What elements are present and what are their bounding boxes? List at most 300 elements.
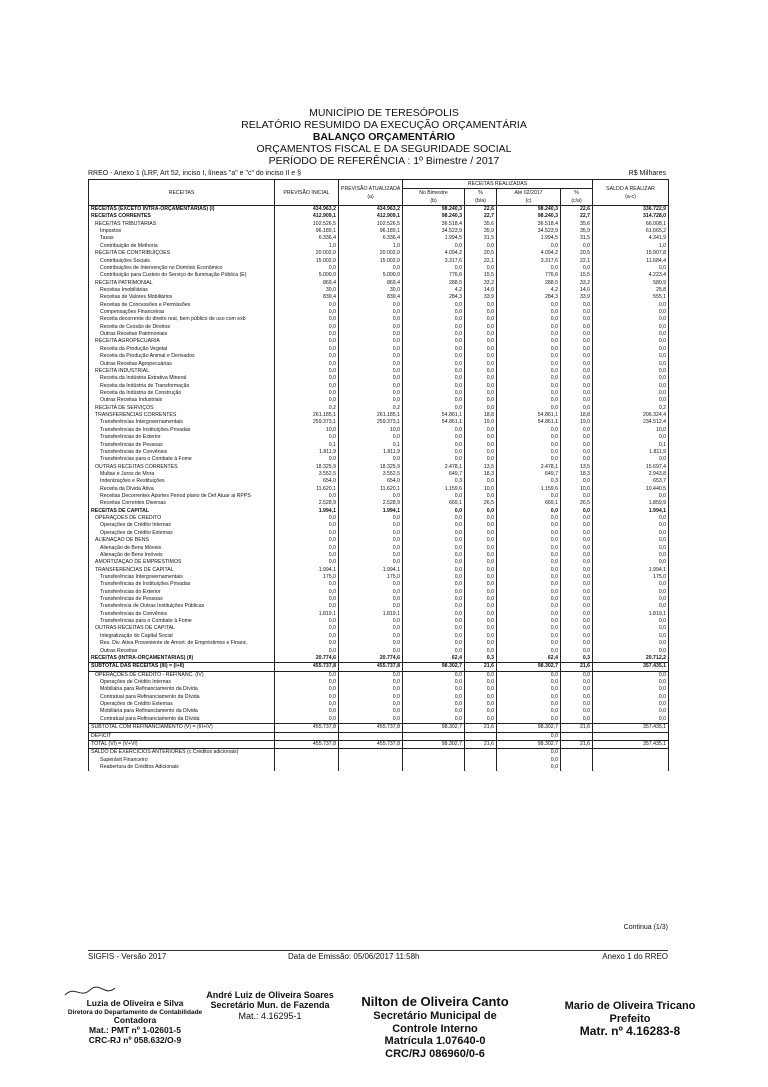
row-label: Outras Receitas [89, 648, 275, 655]
row-value: 10,0 [561, 486, 593, 493]
table-row [89, 375, 669, 382]
row-value: 0,0 [275, 581, 339, 588]
row-label: Contribuições Sociais [89, 258, 275, 265]
row-value: 0,0 [593, 596, 669, 603]
row-label: Receita de Cessão de Direitos [89, 324, 275, 331]
row-value: 0,0 [403, 716, 465, 724]
row-value: 0,1 [339, 442, 403, 449]
row-value: 0,0 [561, 405, 593, 412]
row-value: 98.240,3 [497, 213, 561, 220]
row-value: 0,0 [561, 243, 593, 250]
row-value: 0,0 [593, 559, 669, 566]
row-label: Transferências de Instituições Privadas [89, 427, 275, 434]
row-value: 0,0 [561, 537, 593, 544]
row-value: 455.737,8 [275, 663, 339, 671]
row-value: 4.341,9 [593, 235, 669, 242]
row-value: 2.943,8 [593, 471, 669, 478]
row-value: 0,0 [275, 530, 339, 537]
row-label: Contribuição para Custeio do Serviço de Iluminação Pública (E) [89, 272, 275, 279]
row-value: 11.620,1 [275, 486, 339, 493]
table-row [89, 522, 669, 529]
row-value: 61.665,2 [593, 228, 669, 235]
row-value: 0,0 [403, 625, 465, 632]
table-row [89, 749, 669, 757]
table-row [89, 508, 669, 515]
row-value: 0,0 [465, 552, 497, 559]
row-value: 0,0 [593, 316, 669, 323]
row-value: 98.240,3 [403, 213, 465, 220]
row-value: 1.994,1 [593, 567, 669, 574]
row-value: 0,0 [403, 686, 465, 693]
row-value [275, 749, 339, 757]
row-value: 0,0 [465, 361, 497, 368]
row-label: Superávit Financeiro [89, 757, 275, 764]
row-value: 455.737,8 [339, 663, 403, 671]
row-label: Transferências de Convênios [89, 449, 275, 456]
row-label: Operações de Crédito Externas [89, 530, 275, 537]
row-value [465, 757, 497, 764]
row-value: 0,0 [497, 243, 561, 250]
row-value [593, 764, 669, 771]
row-value: 30,0 [275, 287, 339, 294]
row-label: RECEITAS DE CAPITAL [89, 508, 275, 515]
row-value: 0,0 [465, 694, 497, 701]
row-label: OPERAÇÕES DE CRÉDITO [89, 515, 275, 522]
row-value: 0,0 [593, 633, 669, 640]
table-row [89, 316, 669, 323]
row-value: 0,0 [465, 302, 497, 309]
row-value: 0,0 [497, 522, 561, 529]
row-value: 0,0 [403, 508, 465, 515]
row-label: Mobiliária para Refinanciamento da Dívida [89, 708, 275, 715]
row-value: 0,0 [465, 679, 497, 686]
row-value: 0,0 [339, 701, 403, 708]
col-previsao-inicial: PREVISÃO INICIAL [275, 180, 339, 206]
row-value: 0,0 [593, 694, 669, 701]
row-value: 36.518,4 [497, 221, 561, 228]
row-value [275, 764, 339, 771]
row-value: 0,0 [497, 671, 561, 679]
row-value: 4.094,2 [497, 250, 561, 257]
row-value: 0,0 [497, 640, 561, 647]
row-value: 0,0 [497, 648, 561, 655]
table-row [89, 648, 669, 655]
row-label: Multas e Juros de Mora [89, 471, 275, 478]
signature-prefeito [530, 1000, 730, 1039]
row-value: 0,0 [275, 596, 339, 603]
row-value: 13,5 [561, 464, 593, 471]
row-value: 0,0 [403, 361, 465, 368]
row-value: 0,3 [497, 478, 561, 485]
row-value: 0,0 [339, 640, 403, 647]
row-value: 0,0 [561, 361, 593, 368]
table-row [89, 250, 669, 257]
row-label: Transferências para o Combate à Fome [89, 456, 275, 463]
unit-label: R$ Milhares [628, 170, 666, 177]
table-row [89, 596, 669, 603]
table-row [89, 679, 669, 686]
row-value: 0,0 [465, 515, 497, 522]
row-value: 1.994,1 [275, 567, 339, 574]
row-value: 14,0 [465, 287, 497, 294]
row-value: 649,7 [403, 471, 465, 478]
row-value: 0,0 [593, 552, 669, 559]
row-value: 0,0 [561, 522, 593, 529]
row-value: 653,7 [593, 478, 669, 485]
row-value: 0,0 [561, 390, 593, 397]
row-value [465, 764, 497, 771]
row-value: 0,1 [275, 442, 339, 449]
row-value: 0,0 [339, 397, 403, 404]
row-value: 0,0 [497, 346, 561, 353]
row-value: 0,0 [465, 716, 497, 724]
row-value: 2.528,9 [339, 500, 403, 507]
row-value: 0,0 [465, 567, 497, 574]
row-label: Receitas Decorrentes Aportes Period plano de Def Atuar ai RPPS [89, 493, 275, 500]
row-value: 22,1 [465, 258, 497, 265]
row-value: 0,0 [497, 633, 561, 640]
table-row [89, 221, 669, 228]
signature-id2: CRC-RJ nº 058.632/O-9 [88, 1034, 182, 1045]
row-value: 869,4 [339, 280, 403, 287]
signature-controle-interno [340, 995, 530, 1061]
row-value: 1.811,9 [275, 449, 339, 456]
row-value: 96.189,1 [339, 228, 403, 235]
row-value: 0,0 [561, 324, 593, 331]
row-label: Transferências do Exterior [89, 589, 275, 596]
row-value: 0,0 [593, 625, 669, 632]
row-value: 0,0 [275, 302, 339, 309]
row-value: 3.317,6 [403, 258, 465, 265]
row-value: 18.325,9 [339, 464, 403, 471]
row-value: 25,8 [593, 287, 669, 294]
row-label: RECEITAS CORRENTES [89, 213, 275, 220]
row-value: 0,0 [465, 701, 497, 708]
table-row [89, 294, 669, 301]
row-value: 21,6 [561, 663, 593, 671]
row-value: 0,0 [593, 640, 669, 647]
table-row [89, 671, 669, 679]
row-label: Impostos [89, 228, 275, 235]
row-value: 0,0 [561, 625, 593, 632]
row-value: 0,0 [561, 383, 593, 390]
row-value: 0,0 [561, 596, 593, 603]
row-value: 0,0 [339, 603, 403, 610]
footer-emission-date: Data de Emissão: 05/06/2017 11:58h [288, 952, 420, 961]
col-pct-ba: % (b/a) [465, 189, 497, 206]
row-value: 0,0 [593, 648, 669, 655]
row-value: 776,6 [497, 272, 561, 279]
row-value: 10,0 [593, 427, 669, 434]
row-value: 0,0 [465, 331, 497, 338]
row-value: 1,0 [593, 243, 669, 250]
row-value: 0,0 [497, 508, 561, 515]
row-value: 0,0 [403, 493, 465, 500]
row-value: 0,0 [561, 309, 593, 316]
row-value: 0,0 [465, 316, 497, 323]
row-value: 0,0 [275, 671, 339, 679]
row-value: 284,3 [403, 294, 465, 301]
row-value: 62,4 [403, 655, 465, 663]
row-value: 0,0 [339, 353, 403, 360]
row-value: 0,0 [593, 361, 669, 368]
row-value: 33,2 [561, 280, 593, 287]
table-row [89, 449, 669, 456]
signature-id: Mat.: 4.16295-1 [238, 1010, 302, 1021]
row-value: 0,0 [275, 679, 339, 686]
report-header [0, 107, 768, 167]
row-value: 0,0 [339, 368, 403, 375]
row-value: 0,0 [339, 324, 403, 331]
row-value: 434.963,2 [339, 206, 403, 214]
row-value: 21,6 [465, 724, 497, 732]
row-value: 0,0 [561, 316, 593, 323]
row-value: 2.478,1 [403, 464, 465, 471]
row-value: 0,0 [561, 515, 593, 522]
row-value: 0,0 [497, 368, 561, 375]
signature-role: Diretora do Departamento de Contabilidade [67, 1008, 203, 1016]
row-value [403, 749, 465, 757]
row-value: 1.994,5 [497, 235, 561, 242]
row-value: 19,0 [561, 419, 593, 426]
row-value: 0,0 [403, 265, 465, 272]
row-value: 0,0 [275, 559, 339, 566]
row-value: 0,0 [275, 368, 339, 375]
row-value: 839,4 [275, 294, 339, 301]
row-label: RECEITA AGROPECUÁRIA [89, 338, 275, 345]
row-value: 0,0 [275, 434, 339, 441]
table-row [89, 434, 669, 441]
row-value: 0,0 [403, 515, 465, 522]
row-value: 0,0 [403, 331, 465, 338]
table-row [89, 493, 669, 500]
row-value: 0,0 [465, 434, 497, 441]
row-label: AMORTIZAÇÃO DE EMPRÉSTIMOS [89, 559, 275, 566]
row-value: 18,8 [561, 412, 593, 419]
row-value: 0,0 [339, 434, 403, 441]
table-row [89, 464, 669, 471]
table-row [89, 545, 669, 552]
table-row [89, 243, 669, 250]
row-label: ALIENAÇÃO DE BENS [89, 537, 275, 544]
row-value: 21,6 [465, 740, 497, 748]
row-value: 0,0 [465, 508, 497, 515]
row-value: 0,0 [497, 716, 561, 724]
row-value: 0,0 [465, 346, 497, 353]
row-value: 455.737,8 [339, 724, 403, 732]
row-value: 0,0 [561, 338, 593, 345]
row-value: 0,0 [339, 671, 403, 679]
row-value: 21,6 [465, 663, 497, 671]
row-value: 0,0 [465, 537, 497, 544]
row-value: 0,0 [561, 530, 593, 537]
row-value: 0,0 [339, 515, 403, 522]
signature-name: Mario de Oliveira Tricano [564, 1000, 696, 1012]
row-value: 0,0 [275, 694, 339, 701]
row-value: 0,0 [465, 530, 497, 537]
row-value: 0,0 [339, 346, 403, 353]
row-value: 0,0 [339, 530, 403, 537]
row-value [593, 757, 669, 764]
row-value: 5.000,0 [275, 272, 339, 279]
signature-secretario-fazenda [200, 990, 340, 1021]
row-value: 20.002,0 [275, 250, 339, 257]
row-value: 0,0 [497, 390, 561, 397]
row-label: RECEITA INDUSTRIAL [89, 368, 275, 375]
row-value: 0,0 [561, 559, 593, 566]
row-value: 0,0 [497, 708, 561, 715]
footer-sigfis: SIGFIS - Versão 2017 [88, 952, 167, 961]
row-value: 0,0 [497, 611, 561, 618]
row-label: Operações de Crédito Internas [89, 522, 275, 529]
row-value: 175,0 [275, 574, 339, 581]
row-value: 0,0 [403, 694, 465, 701]
row-value: 839,4 [339, 294, 403, 301]
row-value: 19,0 [465, 419, 497, 426]
row-value: 776,6 [403, 272, 465, 279]
row-value: 0,0 [497, 574, 561, 581]
row-value: 3.552,5 [275, 471, 339, 478]
row-value: 0,0 [561, 618, 593, 625]
row-value: 0,0 [465, 618, 497, 625]
row-value: 0,2 [339, 405, 403, 412]
row-value: 0,0 [497, 265, 561, 272]
row-value: 10,0 [275, 427, 339, 434]
row-value: 0,0 [465, 427, 497, 434]
row-value: 0,0 [403, 611, 465, 618]
row-value: 0,0 [339, 559, 403, 566]
signature-id: Matrícula 1.07640-0 [384, 1035, 486, 1048]
row-value: 0,0 [561, 449, 593, 456]
table-row [89, 419, 669, 426]
row-value: 15,5 [561, 272, 593, 279]
row-value: 0,0 [497, 434, 561, 441]
row-value: 0,0 [275, 708, 339, 715]
row-value: 20.774,6 [339, 655, 403, 663]
col-ate: Até 02/2017 (c) [497, 189, 561, 206]
row-value: 0,0 [339, 361, 403, 368]
table-row [89, 552, 669, 559]
row-value: 98.240,3 [403, 206, 465, 214]
row-value: 36.518,4 [403, 221, 465, 228]
row-value: 0,0 [465, 545, 497, 552]
row-value: 0,0 [593, 701, 669, 708]
row-value: 22,7 [465, 213, 497, 220]
table-row [89, 427, 669, 434]
row-label: Compensações Financeiras [89, 309, 275, 316]
row-value: 0,0 [403, 640, 465, 647]
row-value: 0,0 [403, 449, 465, 456]
row-label: Taxas [89, 235, 275, 242]
row-value: 33,9 [465, 294, 497, 301]
row-value: 0,0 [561, 671, 593, 679]
row-value: 336.722,9 [593, 206, 669, 214]
table-row [89, 655, 669, 663]
row-value: 98.302,7 [403, 663, 465, 671]
row-label: RECEITAS (INTRA-ORÇAMENTÁRIAS) (II) [89, 655, 275, 663]
row-value: 0,0 [403, 309, 465, 316]
table-row [89, 390, 669, 397]
row-value: 0,0 [593, 383, 669, 390]
row-value: 2.478,1 [497, 464, 561, 471]
row-value [465, 749, 497, 757]
row-value: 0,0 [593, 338, 669, 345]
row-value: 0,0 [497, 567, 561, 574]
row-value: 0,0 [403, 589, 465, 596]
row-label: Transferências Intergovernamentais [89, 419, 275, 426]
row-value: 0,0 [339, 316, 403, 323]
continuation-note: Continua (1/3) [623, 924, 668, 931]
row-value: 6.336,4 [339, 235, 403, 242]
row-value: 0,0 [275, 390, 339, 397]
row-value: 175,0 [339, 574, 403, 581]
row-value: 0,0 [497, 353, 561, 360]
row-value: 0,0 [561, 574, 593, 581]
row-label: Receita da Indústria de Transformação [89, 383, 275, 390]
row-value: 0,0 [593, 603, 669, 610]
row-value: 11.684,4 [593, 258, 669, 265]
row-value: 455.737,8 [275, 740, 339, 748]
row-value: 0,0 [403, 603, 465, 610]
row-label: Reabertura de Créditos Adicionais [89, 764, 275, 771]
row-value: 0,0 [275, 701, 339, 708]
row-value: 0,0 [403, 530, 465, 537]
table-row [89, 603, 669, 610]
row-value: 0,0 [593, 302, 669, 309]
footer-annex: Anexo 1 do RREO [602, 952, 668, 961]
row-value: 26,5 [561, 500, 593, 507]
row-value: 0,0 [465, 559, 497, 566]
row-value: 0,0 [465, 265, 497, 272]
row-value: 0,0 [593, 353, 669, 360]
row-value: 0,0 [593, 331, 669, 338]
row-value: 0,0 [561, 442, 593, 449]
table-row [89, 633, 669, 640]
table-row [89, 515, 669, 522]
signature-id: Matr. nº 4.16283-8 [579, 1024, 681, 1039]
row-value: 0,0 [497, 701, 561, 708]
row-value: 455.737,8 [275, 724, 339, 732]
row-value: 0,0 [275, 537, 339, 544]
table-row [89, 338, 669, 345]
row-value: 0,0 [561, 508, 593, 515]
row-label: Receitas Correntes Diversas [89, 500, 275, 507]
row-value: 0,0 [465, 611, 497, 618]
row-label: Receita da Produção Vegetal [89, 346, 275, 353]
row-value: 234.512,4 [593, 419, 669, 426]
row-value: 66.008,1 [593, 221, 669, 228]
table-row [89, 716, 669, 724]
row-value: 455.737,8 [339, 740, 403, 748]
table-row [89, 471, 669, 478]
row-value [465, 732, 497, 740]
row-value: 0,0 [275, 522, 339, 529]
row-value: 0,0 [561, 716, 593, 724]
row-value [275, 732, 339, 740]
row-value: 0,0 [465, 368, 497, 375]
row-value: 0,0 [497, 427, 561, 434]
row-value: 15.002,0 [339, 258, 403, 265]
row-value: 0,0 [275, 640, 339, 647]
signature-id2: CRC/RJ 086960/0-6 [385, 1047, 485, 1060]
row-value: 1.994,1 [339, 567, 403, 574]
row-value: 1.994,5 [403, 235, 465, 242]
row-value: 0,0 [465, 390, 497, 397]
row-value: 0,0 [465, 243, 497, 250]
row-value: 0,0 [497, 589, 561, 596]
row-value: 54.861,1 [403, 419, 465, 426]
row-value: 0,0 [593, 708, 669, 715]
